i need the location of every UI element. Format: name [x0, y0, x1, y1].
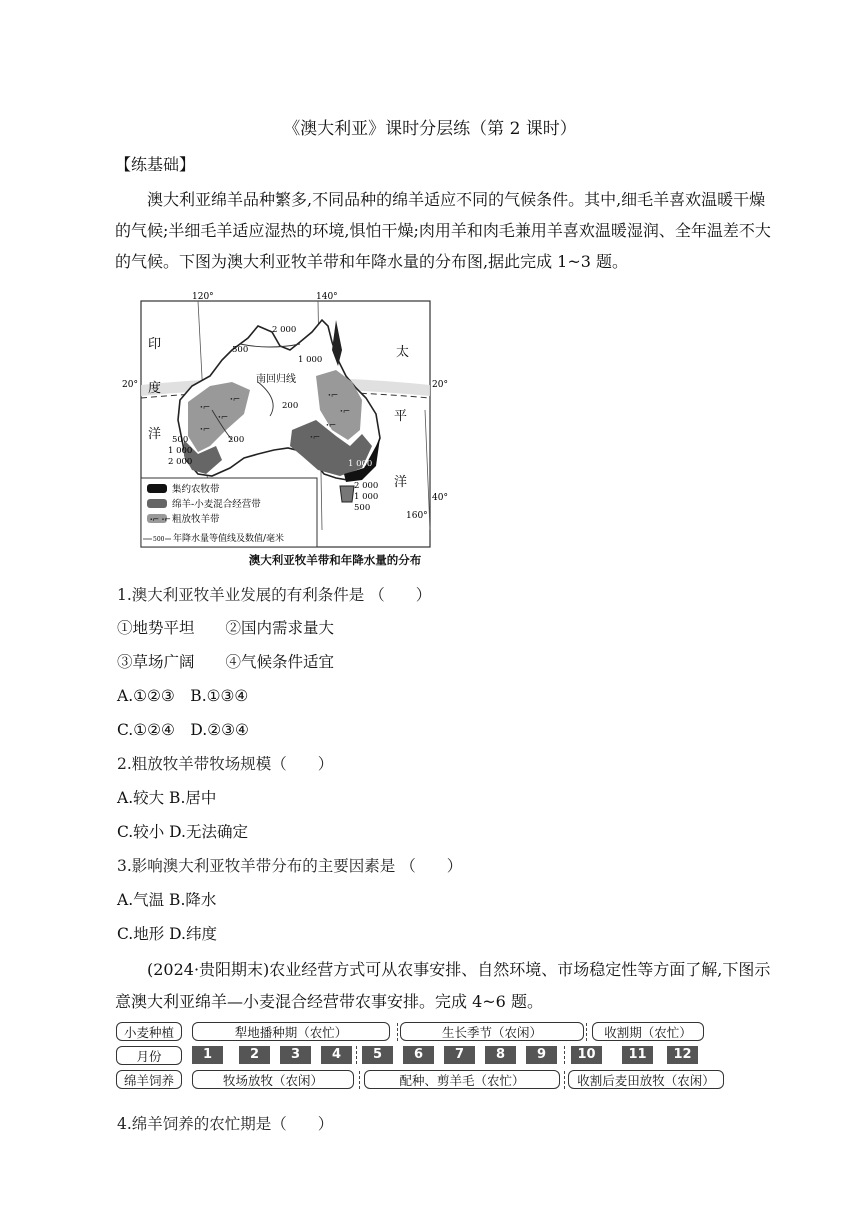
svg-text:ꞏ⌐: ꞏ⌐ [200, 403, 211, 413]
q3-stem: 3.影响澳大利亚牧羊带分布的主要因素是 （ ） [117, 857, 463, 875]
isohyet-label: 1 000 [298, 355, 323, 365]
lat-label-40: 40° [432, 493, 448, 503]
row-label-wheat: 小麦种植 [116, 1022, 182, 1041]
section-heading: 【练基础】 [115, 155, 196, 174]
month-box: 9 [526, 1046, 557, 1064]
q1-answers-cd: C.①②④ D.②③④ [117, 721, 249, 739]
isohyet-label: 500 [172, 435, 189, 445]
stage-separator [586, 1023, 587, 1041]
intro2-paragraph: (2024·贵阳期末)农业经营方式可从农事安排、自然环境、市场稳定性等方面了解,下图示意澳大利亚绵羊—小麦混合经营带农事安排。完成 4~6 题。 [115, 960, 771, 1011]
month-box: 5 [362, 1046, 393, 1064]
month-box: 1 [192, 1046, 223, 1064]
legend-label-mixed: 绵羊-小麦混合经营带 [172, 499, 261, 510]
sheep-stage-stubble: 收割后麦田放牧（农闲） [568, 1070, 724, 1089]
lon-label-140: 140° [316, 292, 338, 302]
tasmania [340, 486, 354, 502]
month-box: 7 [444, 1046, 475, 1064]
isohyet-label: 1 000 [168, 446, 193, 456]
month-separator [356, 1046, 357, 1064]
wheat-stage-harvest: 收割期（农忙） [592, 1022, 704, 1041]
isohyet-label: 1 000 [354, 492, 379, 502]
ocean-label-west-3: 洋 [148, 427, 162, 442]
isohyet-label: 500 [354, 503, 371, 513]
q1-options-row1: ①地势平坦 ②国内需求量大 [117, 619, 335, 637]
lon-label-160: 160° [406, 511, 428, 521]
isohyet-label: 2 000 [354, 481, 379, 491]
month-box: 6 [403, 1046, 434, 1064]
wheat-stage-growing: 生长季节（农闲） [400, 1022, 584, 1041]
isohyet-label: 500 [232, 345, 249, 355]
svg-text:ꞏ⌐: ꞏ⌐ [310, 433, 321, 443]
sheep-stage-breeding: 配种、剪羊毛（农忙） [364, 1070, 560, 1089]
q3-answers-ab: A.气温 B.降水 [117, 891, 217, 909]
isohyet-label: 1 000 [348, 459, 373, 469]
row-label-sheep: 绵羊饲养 [116, 1070, 182, 1089]
lon-label-120: 120° [192, 292, 214, 302]
svg-text:ꞏ⌐: ꞏ⌐ [218, 413, 229, 423]
sheep-stage-grazing: 牧场放牧（农闲） [192, 1070, 354, 1089]
legend-sheep-mark: ꞏ⌐ ꞏ⌐ [150, 515, 171, 524]
svg-text:ꞏ⌐: ꞏ⌐ [328, 391, 339, 401]
lat-label-20w: 20° [122, 380, 138, 390]
q2-answers-ab: A.较大 B.居中 [117, 789, 217, 807]
svg-text:ꞏ⌐: ꞏ⌐ [200, 425, 211, 435]
ocean-label-west-2: 度 [148, 381, 162, 396]
page-title: 《澳大利亚》课时分层练（第 2 课时） [283, 119, 577, 139]
stage-separator [397, 1023, 398, 1041]
intro-paragraph: 澳大利亚绵羊品种繁多,不同品种的绵羊适应不同的气候条件。其中,细毛羊喜欢温暖干燥的气候;半细毛羊适应湿热的环境,惧怕干燥;肉用羊和肉毛兼用羊喜欢温暖湿润、全年温差不大的气候。下图为澳大利亚牧羊带和年降水量的分布图,据此完成 1~3 题。 [115, 190, 771, 271]
isohyet-label: 200 [282, 401, 299, 411]
ocean-label-east-3: 洋 [394, 475, 408, 490]
q1-stem: 1.澳大利亚牧羊业发展的有利条件是 （ ） [117, 586, 432, 604]
month-box: 2 [239, 1046, 270, 1064]
q2-stem: 2.粗放牧羊带牧场规模（ ） [117, 755, 334, 773]
q1-answers-ab: A.①②③ B.①③④ [117, 687, 249, 705]
ocean-label-east-1: 太 [396, 345, 410, 360]
stage-separator [359, 1071, 360, 1089]
isohyet-label: 2 000 [168, 457, 193, 467]
map-caption: 澳大利亚牧羊带和年降水量的分布 [248, 553, 422, 567]
month-box: 12 [667, 1046, 698, 1064]
svg-text:ꞏ⌐: ꞏ⌐ [230, 395, 241, 405]
tropic-label: 南回归线 [256, 374, 296, 385]
wheat-stage-sowing: 犁地播种期（农忙） [192, 1022, 390, 1041]
australia-map [122, 290, 520, 550]
month-box: 8 [485, 1046, 516, 1064]
svg-text:ꞏ⌐: ꞏ⌐ [326, 421, 337, 431]
q1-options-row2: ③草场广阔 ④气候条件适宜 [117, 653, 335, 671]
q3-answers-cd: C.地形 D.纬度 [117, 925, 217, 943]
lat-label-20e: 20° [432, 380, 448, 390]
isohyet-label: 200 [228, 435, 245, 445]
legend-swatch-intensive [147, 484, 167, 493]
month-box: 3 [280, 1046, 311, 1064]
q4-stem: 4.绵羊饲养的农忙期是（ ） [117, 1115, 334, 1133]
ocean-label-east-2: 平 [394, 409, 408, 424]
month-box: 10 [571, 1046, 602, 1064]
row-label-month: 月份 [116, 1046, 182, 1065]
legend-swatch-mixed [147, 499, 167, 508]
q2-answers-cd: C.较小 D.无法确定 [117, 823, 248, 841]
month-separator [564, 1046, 565, 1064]
month-box: 4 [321, 1046, 352, 1064]
month-box: 11 [622, 1046, 653, 1064]
svg-text:ꞏ⌐: ꞏ⌐ [340, 407, 351, 417]
legend-isoline-label: 年降水量等值线及数值/毫米 [173, 534, 285, 544]
isohyet-label: 2 000 [272, 325, 297, 335]
stage-separator [564, 1071, 565, 1089]
legend-label-intensive: 集约农牧带 [172, 484, 220, 495]
legend-label-extensive: 粗放牧羊带 [172, 514, 220, 525]
ocean-label-west-1: 印 [148, 337, 162, 352]
legend-isoline-value: 500 [153, 536, 165, 543]
